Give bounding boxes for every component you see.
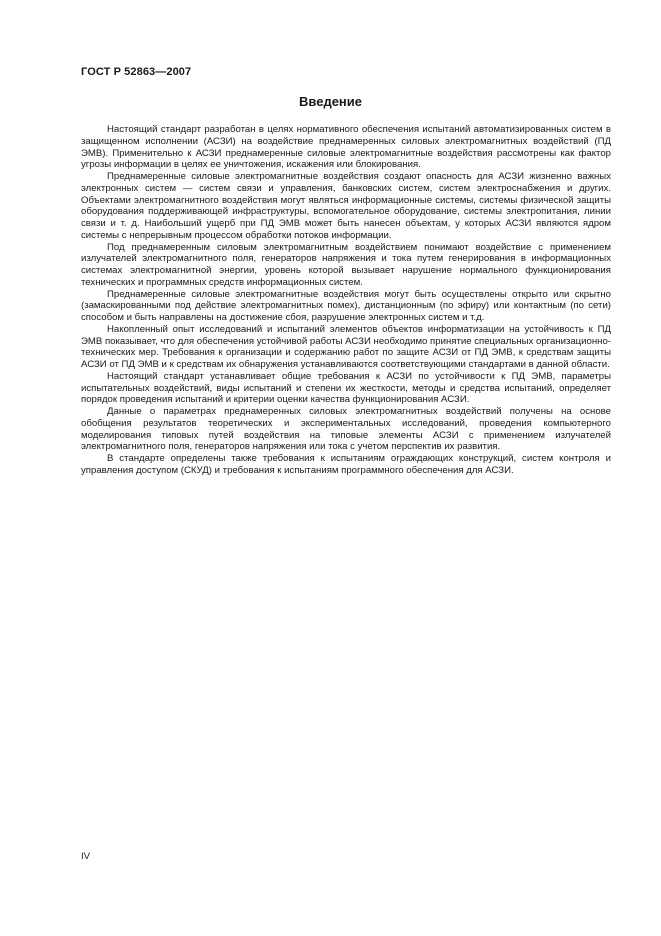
paragraph: Под преднамеренным силовым электромагнитным воздействием понимают воздействие с применением излучателей электромагнитного поля, генераторов напряжения и тока путем генерирования в информационных системах электромагнитной энергии, уровень которой вызывает нарушение нормального функционирования технических и программных средств информационных систем. xyxy=(81,241,611,288)
page-number: IV xyxy=(81,851,91,862)
paragraph: Преднамеренные силовые электромагнитные воздействия создают опасность для АСЗИ жизненно важных электронных систем — систем связи и управления, банковских систем, систем электроснабжения и других. Объектами электромагнитного воздействия могут являться информационные системы, системы физической защиты оборудования поддерживающей инфраструктуры, вспомогательное оборудование, системы электропитания, линии связи и т. д. Наибольший ущерб при ПД ЭМВ может быть нанесен объектам, у которых АСЗИ являются ядром системы с непрерывным процессом обработки потоков информации. xyxy=(81,171,611,241)
paragraph: Настоящий стандарт устанавливает общие требования к АСЗИ по устойчивости к ПД ЭМВ, параметры испытательных воздействий, виды испытаний и степени их жесткости, методы и средства испытаний, определяет порядок проведения испытаний и критерии оценки качества функционирования АСЗИ. xyxy=(81,370,611,406)
page-header-standard-code: ГОСТ Р 52863—2007 xyxy=(81,66,192,78)
introduction-body xyxy=(81,124,611,477)
paragraph: Преднамеренные силовые электромагнитные воздействия могут быть осуществлены открыто или скрытно (замаскированными под действие электромагнитных помех), дистанционным (по эфиру) или контактным (по сети) способом и быть направлены на достижение сбоя, разрушение электронных систем и т.д. xyxy=(81,288,611,323)
paragraph: Накопленный опыт исследований и испытаний элементов объектов информатизации на устойчивость к ПД ЭМВ показывает, что для обеспечения устойчивой работы АСЗИ необходимо принятие специальных организационно-технических мер. Требования к организации и содержанию работ по защите АСЗИ от ПД ЭМВ, к средствам защиты АСЗИ от ПД ЭМВ и к средствам их обнаружения устанавливаются соответствующими стандартами в данной области. xyxy=(81,323,611,370)
paragraph: В стандарте определены также требования к испытаниям ограждающих конструкций, систем контроля и управления доступом (СКУД) и требования к испытаниям программного обеспечения для АСЗИ. xyxy=(81,453,611,476)
paragraph: Данные о параметрах преднамеренных силовых электромагнитных воздействий получены на основе обобщения результатов теоретических и экспериментальных исследований, проведения компьютерного моделирования типовых путей воздействия на типовые элементы АСЗИ с применением излучателей электромагнитного поля, генераторов напряжения или тока с учетом перспектив их развития. xyxy=(81,406,611,453)
paragraph: Настоящий стандарт разработан в целях нормативного обеспечения испытаний автоматизированных систем в защищенном исполнении (АСЗИ) на воздействие преднамеренных силовых электромагнитных воздействий (ПД ЭМВ). Применительно к АСЗИ преднамеренные силовые электромагнитные воздействия рассмотрены как фактор угрозы информации в целях ее уничтожения, искажения или блокирования. xyxy=(81,124,611,171)
section-title: Введение xyxy=(299,94,362,109)
